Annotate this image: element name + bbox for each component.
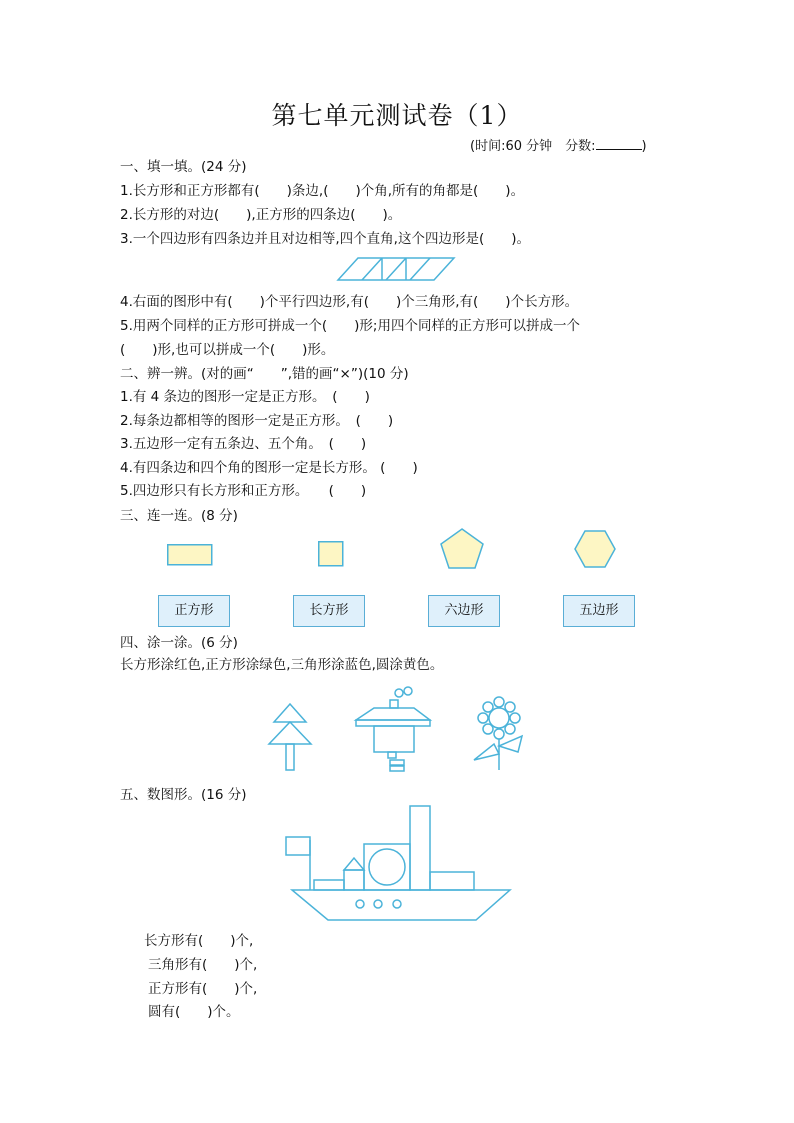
section2-q4: 4.有四条边和四个角的图形一定是长方形。 ( ) bbox=[120, 460, 418, 476]
time-score-close: ) bbox=[641, 139, 647, 154]
section4-heading: 四、涂一涂。(6 分) bbox=[120, 635, 238, 651]
page-title: 第七单元测试卷（1） bbox=[271, 101, 523, 130]
rectangle-shape bbox=[167, 544, 213, 566]
section1-q4: 4.右面的图形中有( )个平行四边形,有( )个三角形,有( )个长方形。 bbox=[120, 294, 579, 310]
section2-q2: 2.每条边都相等的图形一定是正方形。 ( ) bbox=[120, 413, 394, 429]
count-circles: 圆有( )个。 bbox=[148, 1004, 240, 1020]
label-hexagon[interactable]: 六边形 bbox=[428, 595, 500, 627]
section2-q3: 3.五边形一定有五条边、五个角。 ( ) bbox=[120, 436, 367, 452]
section1-q5b: ( )形,也可以拼成一个( )形。 bbox=[120, 342, 335, 358]
time-score-line bbox=[470, 135, 647, 154]
section2-heading: 二、辨一辨。(对的画“ ”,错的画“×”)(10 分) bbox=[120, 366, 409, 382]
section1-q3: 3.一个四边形有四条边并且对边相等,四个直角,这个四边形是( )。 bbox=[120, 231, 530, 247]
label-rectangle[interactable]: 长方形 bbox=[293, 595, 365, 627]
section5-heading: 五、数图形。(16 分) bbox=[120, 787, 247, 803]
label-square[interactable]: 正方形 bbox=[158, 595, 230, 627]
flower-figure bbox=[470, 694, 528, 772]
label-pentagon[interactable]: 五边形 bbox=[563, 595, 635, 627]
section2-q1: 1.有 4 条边的图形一定是正方形。 ( ) bbox=[120, 389, 370, 405]
section2-q5: 5.四边形只有长方形和正方形。 ( ) bbox=[120, 483, 367, 499]
count-triangles: 三角形有( )个, bbox=[148, 957, 258, 973]
section1-q5a: 5.用两个同样的正方形可拼成一个( )形;用四个同样的正方形可以拼成一个 bbox=[120, 318, 580, 334]
time-score-text: (时间:60 分钟 分数: bbox=[470, 139, 596, 154]
section1-q2: 2.长方形的对边( ),正方形的四条边( )。 bbox=[120, 207, 402, 223]
section4-instruction: 长方形涂红色,正方形涂绿色,三角形涂蓝色,圆涂黄色。 bbox=[120, 657, 444, 673]
lamp-house-figure bbox=[352, 686, 436, 774]
count-squares: 正方形有( )个, bbox=[148, 981, 258, 997]
section1-heading: 一、填一填。(24 分) bbox=[120, 159, 247, 175]
pentagon-shape bbox=[440, 528, 484, 570]
section1-q1: 1.长方形和正方形都有( )条边,( )个角,所有的角都是( )。 bbox=[120, 183, 525, 199]
square-shape bbox=[318, 541, 344, 567]
count-rectangles: 长方形有( )个, bbox=[144, 933, 254, 949]
parallelogram-strip-figure bbox=[338, 256, 458, 282]
hexagon-shape bbox=[574, 530, 616, 568]
boat-figure bbox=[284, 804, 516, 924]
section3-heading: 三、连一连。(8 分) bbox=[120, 508, 238, 524]
tree-figure bbox=[266, 702, 314, 772]
score-blank[interactable] bbox=[596, 137, 642, 150]
